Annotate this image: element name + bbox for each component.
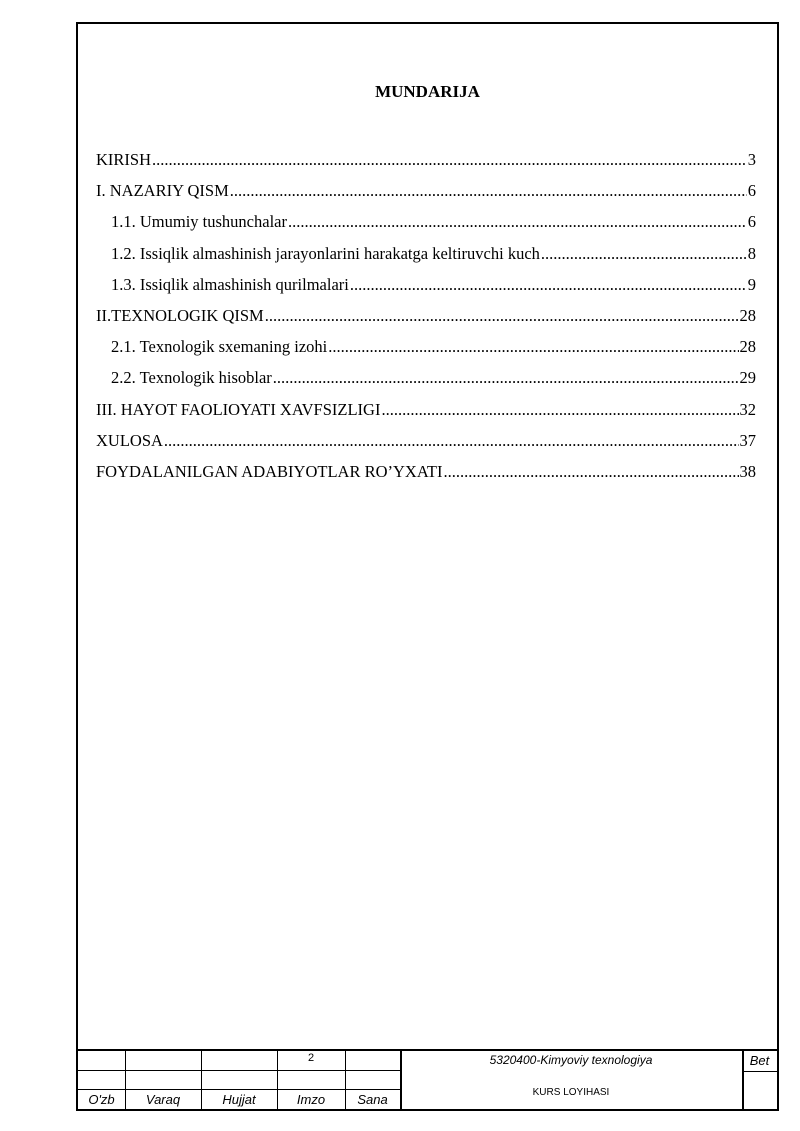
toc-entry-title: 1.2. Issiqlik almashinish jarayonlarini harakatga keltiruvchi kuch xyxy=(111,243,540,263)
toc-entry xyxy=(96,300,756,331)
header-varaq: Varaq xyxy=(145,1092,181,1107)
toc-dot-leader xyxy=(328,331,738,362)
toc-entry-title: II.TEXNOLOGIK QISM xyxy=(96,305,264,325)
toc-entry xyxy=(96,331,756,362)
toc-entry-page: 29 xyxy=(739,368,756,388)
toc-entry xyxy=(96,394,756,425)
document-type: KURS LOYIHASI xyxy=(532,1087,610,1098)
toc-dot-leader xyxy=(273,362,739,393)
toc-dot-leader xyxy=(381,394,738,425)
title-block-stamp xyxy=(78,1049,777,1109)
toc-entry xyxy=(96,269,756,300)
toc-dot-leader xyxy=(265,300,739,331)
toc-entry-page: 8 xyxy=(747,243,756,263)
toc-dot-leader xyxy=(164,425,739,456)
toc-entry xyxy=(96,175,756,206)
toc-dot-leader xyxy=(350,269,747,300)
toc-entry-page: 38 xyxy=(739,461,756,481)
toc-entry-title: XULOSA xyxy=(96,430,163,450)
toc-entry-page: 32 xyxy=(739,399,756,419)
toc-dot-leader xyxy=(443,456,738,487)
toc-entry-page: 9 xyxy=(747,274,756,294)
toc-entry-title: 1.3. Issiqlik almashinish qurilmalari xyxy=(111,274,349,294)
page-number: 2 xyxy=(307,1052,315,1064)
header-hujjat: Hujjat xyxy=(222,1092,256,1107)
toc-dot-leader xyxy=(541,238,747,269)
toc-entry-page: 28 xyxy=(739,305,756,325)
toc-entry xyxy=(96,425,756,456)
toc-entry-title: 2.2. Texnologik hisoblar xyxy=(111,368,272,388)
toc-dot-leader xyxy=(288,206,747,237)
toc-entry-title: 1.1. Umumiy tushunchalar xyxy=(111,212,287,232)
toc-entry-title: FOYDALANILGAN ADABIYOTLAR RO’YXATI xyxy=(96,461,443,481)
toc-entry-page: 6 xyxy=(747,212,756,232)
toc-entry-page: 28 xyxy=(739,337,756,357)
toc-dot-leader xyxy=(152,144,747,175)
toc-entry-title: III. HAYOT FAOLIOYATI XAVFSIZLIGI xyxy=(96,399,381,419)
stamp-row-line xyxy=(78,1089,400,1090)
header-sana: Sana xyxy=(357,1092,388,1107)
page-frame xyxy=(76,22,779,1111)
toc-entry-title: I. NAZARIY QISM xyxy=(96,181,229,201)
table-of-contents xyxy=(96,144,756,487)
toc-entry-title: KIRISH xyxy=(96,150,152,169)
toc-entry-page: 6 xyxy=(747,181,756,201)
toc-entry xyxy=(96,238,756,269)
toc-entry xyxy=(96,362,756,393)
stamp-row-line xyxy=(742,1071,777,1072)
toc-entry xyxy=(96,144,756,175)
toc-entry xyxy=(96,456,756,487)
toc-entry-page: 37 xyxy=(739,430,756,450)
toc-entry-title: 2.1. Texnologik sxemaning izohi xyxy=(111,337,328,357)
toc-entry xyxy=(96,206,756,237)
stamp-row-line xyxy=(78,1070,400,1071)
header-ozb: O'zb xyxy=(88,1092,115,1107)
sheet-label: Bet xyxy=(749,1053,770,1068)
header-imzo: Imzo xyxy=(296,1092,326,1107)
toc-entry-page: 3 xyxy=(747,150,756,169)
toc-dot-leader xyxy=(230,175,747,206)
course-code: 5320400-Kimyoviy texnologiya xyxy=(489,1053,653,1067)
page-title: MUNDARIJA xyxy=(375,82,480,101)
